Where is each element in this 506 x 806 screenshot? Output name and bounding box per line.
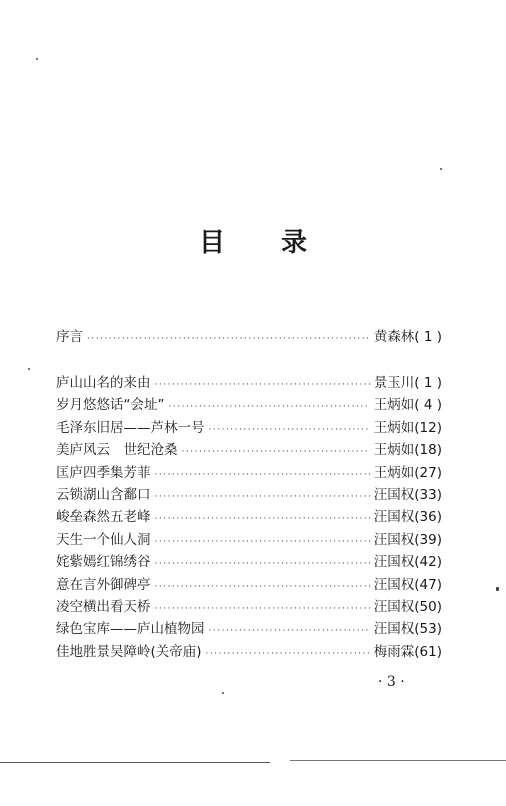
- leader-dots: [155, 531, 370, 553]
- scan-rule-right: [290, 760, 506, 761]
- leader-dots: [155, 553, 370, 575]
- title-char-1: 目: [198, 228, 225, 258]
- toc-author: 梅雨霖: [373, 643, 415, 660]
- leader-dots: [87, 328, 370, 350]
- page-number: · 3 ·: [378, 674, 405, 690]
- toc-row: [56, 618, 442, 640]
- toc-author: 汪国权: [373, 509, 415, 526]
- toc-title: 凌空横出看天桥: [56, 598, 151, 615]
- leader-dots: [155, 374, 370, 396]
- toc-row: [56, 529, 442, 551]
- toc-title: 云锁湖山含鄱口: [56, 486, 151, 503]
- toc-author: 王炳如: [373, 442, 415, 459]
- toc-author: 汪国权: [373, 598, 415, 615]
- scan-speck: [222, 692, 224, 694]
- toc-author: 汪国权: [373, 554, 415, 571]
- scan-speck: [28, 368, 30, 370]
- toc-page: (12): [414, 419, 442, 436]
- toc-title: 绿色宝库——庐山植物园: [56, 621, 205, 638]
- toc-author: 汪国权: [373, 621, 415, 638]
- toc-page: (50): [414, 598, 442, 615]
- toc-row: [56, 484, 442, 506]
- toc-row: [56, 506, 442, 528]
- toc-title: 佳地胜景吴障岭(关帝庙): [56, 643, 202, 660]
- toc-page: ( 1 ): [414, 329, 442, 345]
- toc-title: 姹紫嫣红锦绣谷: [56, 554, 151, 571]
- toc-page: (39): [414, 531, 442, 548]
- toc-page: (36): [414, 509, 442, 526]
- leader-dots: [155, 576, 370, 598]
- toc-page: ( 4 ): [414, 397, 442, 414]
- toc-author: 汪国权: [373, 576, 415, 593]
- leader-dots: [155, 598, 370, 620]
- leader-dots: [155, 508, 370, 530]
- scan-speck: [36, 58, 38, 60]
- leader-dots: [209, 419, 370, 441]
- toc-page: (33): [414, 486, 442, 503]
- toc-title: 峻垒森然五老峰: [56, 509, 151, 526]
- toc-title: 意在言外御碑亭: [56, 576, 151, 593]
- toc-row: [56, 394, 442, 416]
- toc-page: ( 1 ): [414, 375, 442, 391]
- leader-dots: [155, 486, 370, 508]
- toc-title: 毛泽东旧居——芦林一号: [56, 419, 205, 436]
- toc-row: [56, 439, 442, 461]
- toc-row-preface: [56, 326, 442, 348]
- toc-author: 王炳如: [373, 464, 415, 481]
- toc-title: 美庐风云 世纪沧桑: [56, 442, 178, 459]
- toc-page: (18): [414, 442, 442, 459]
- toc-author: 汪国权: [373, 486, 415, 503]
- toc-page: (53): [414, 621, 442, 638]
- toc-row: [56, 641, 442, 663]
- toc-author: 景玉川: [373, 375, 415, 391]
- toc-page: (42): [414, 554, 442, 571]
- scan-speck: [496, 587, 499, 591]
- toc-list: [56, 372, 442, 663]
- toc-row: [56, 417, 442, 439]
- title-char-2: 录: [281, 228, 308, 258]
- toc-title: 匡庐四季集芳菲: [56, 464, 151, 481]
- toc-author: 王炳如: [373, 397, 415, 414]
- page-title: [0, 222, 506, 259]
- preface-section: [56, 326, 442, 348]
- toc-title: 庐山山名的来由: [56, 375, 151, 391]
- toc-row: [56, 372, 442, 394]
- leader-dots: [182, 441, 370, 463]
- leader-dots: [209, 620, 370, 642]
- toc-page: (61): [414, 643, 442, 660]
- toc-page: (47): [414, 576, 442, 593]
- scan-rule-left: [0, 762, 270, 763]
- toc-author: 黄森林: [373, 329, 415, 345]
- toc-author: 王炳如: [373, 419, 415, 436]
- toc-author: 汪国权: [373, 531, 415, 548]
- toc-title: 天生一个仙人洞: [56, 531, 151, 548]
- leader-dots: [206, 643, 370, 665]
- scan-speck: [440, 168, 442, 170]
- toc-title: 序言: [56, 329, 83, 345]
- toc-row: [56, 462, 442, 484]
- leader-dots: [155, 464, 370, 486]
- toc-row: [56, 551, 442, 573]
- toc-title: 岁月悠悠话“会址”: [56, 397, 165, 414]
- leader-dots: [169, 396, 370, 418]
- toc-row: [56, 574, 442, 596]
- toc-page: (27): [414, 464, 442, 481]
- toc-row: [56, 596, 442, 618]
